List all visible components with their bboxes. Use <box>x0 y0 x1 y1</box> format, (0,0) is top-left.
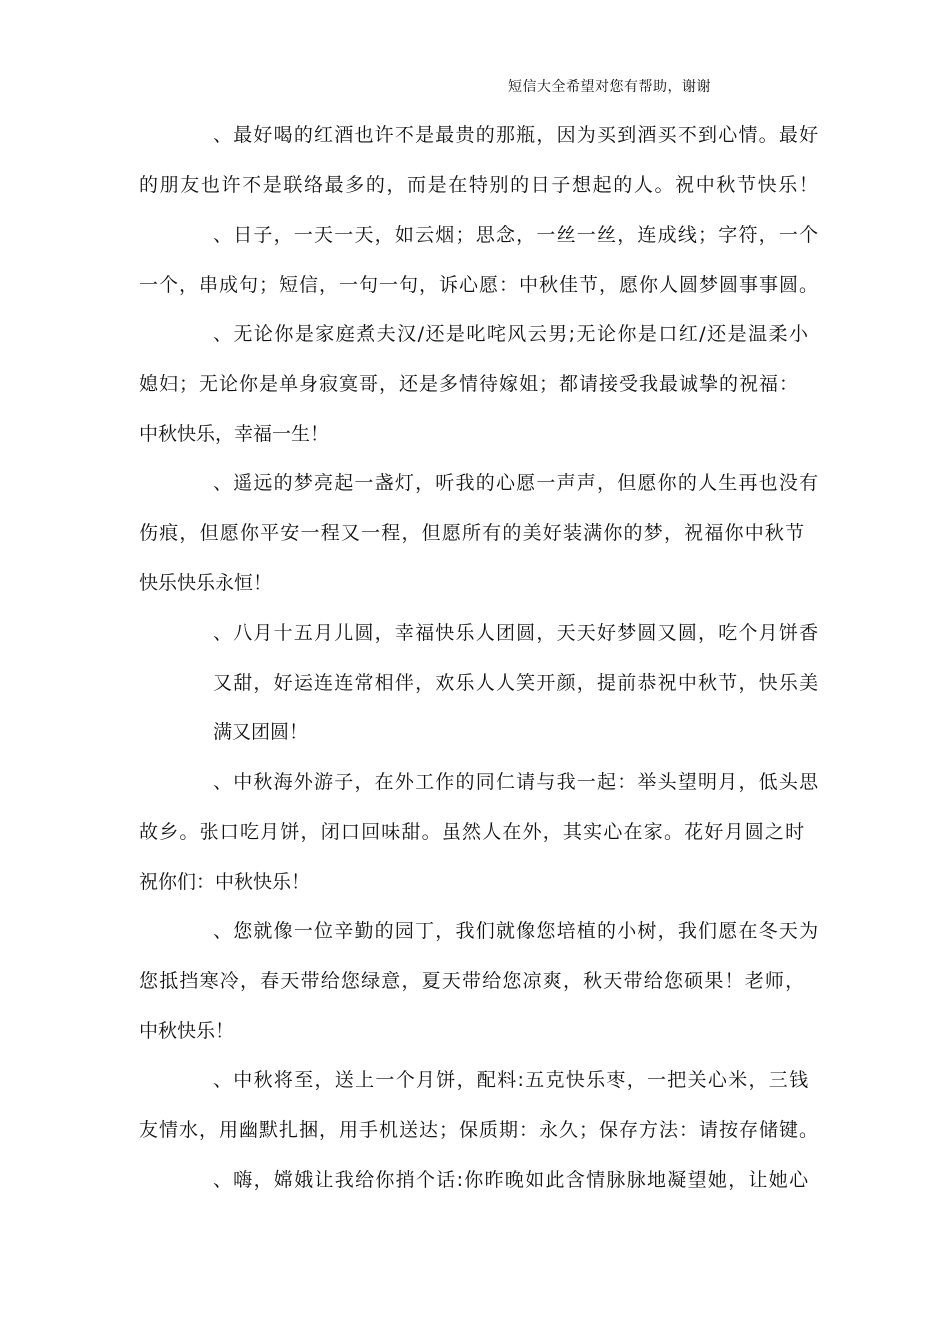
text-line: 、遥远的梦亮起一盏灯，听我的心愿一声声，但愿你的人生再也没有 <box>213 472 820 494</box>
text-line: 又甜，好运连连常相伴，欢乐人人笑开颜，提前恭祝中秋节，快乐美 <box>213 672 820 694</box>
text-line: 中秋快乐，幸福一生！ <box>139 423 330 445</box>
text-line: 伤痕，但愿你平安一程又一程，但愿所有的美好装满你的梦，祝福你中秋节 <box>139 522 806 544</box>
text-line: 、中秋将至，送上一个月饼，配料:五克快乐枣，一把关心米，三钱 <box>213 1069 810 1091</box>
text-line: 祝你们：中秋快乐！ <box>139 871 311 893</box>
text-line: 友情水，用幽默扎捆，用手机送达；保质期：永久；保存方法：请按存储键。 <box>139 1119 820 1141</box>
text-line: 媳妇；无论你是单身寂寞哥，还是多情待嫁姐；都请接受我最诚挚的祝福： <box>139 373 800 395</box>
text-line: 、最好喝的红酒也许不是最贵的那瓶，因为买到酒买不到心情。最好 <box>213 124 820 146</box>
text-line: 、嗨，嫦娥让我给你捎个话:你昨晚如此含情脉脉地凝望她，让她心 <box>213 1169 810 1191</box>
text-line: 满又团圆！ <box>213 721 309 743</box>
text-line: 中秋快乐！ <box>139 1020 235 1042</box>
text-line: 、您就像一位辛勤的园丁，我们就像您培植的小树，我们愿在冬天为 <box>213 920 820 942</box>
text-line: 、中秋海外游子，在外工作的同仁请与我一起：举头望明月，低头思 <box>213 771 820 793</box>
text-line: 、日子，一天一天，如云烟；思念，一丝一丝，连成线；字符，一个 <box>213 224 820 246</box>
text-line: 您抵挡寒冷，春天带给您绿意，夏天带给您凉爽，秋天带给您硕果！老师， <box>139 970 806 992</box>
page-header: 短信大全希望对您有帮助，谢谢 <box>508 79 711 95</box>
text-line: 一个，串成句；短信，一句一句，诉心愿：中秋佳节，愿你人圆梦圆事事圆。 <box>139 274 820 296</box>
text-line: 的朋友也许不是联络最多的，而是在特别的日子想起的人。祝中秋节快乐！ <box>139 174 820 196</box>
text-line: 快乐快乐永恒！ <box>139 572 273 594</box>
text-line: 、八月十五月儿圆，幸福快乐人团圆，天天好梦圆又圆，吃个月饼香 <box>213 622 820 644</box>
text-line: 、无论你是家庭煮夫汉/还是叱咤风云男;无论你是口红/还是温柔小 <box>213 323 810 345</box>
text-line: 故乡。张口吃月饼，闭口回味甜。虽然人在外，其实心在家。花好月圆之时 <box>139 821 806 843</box>
